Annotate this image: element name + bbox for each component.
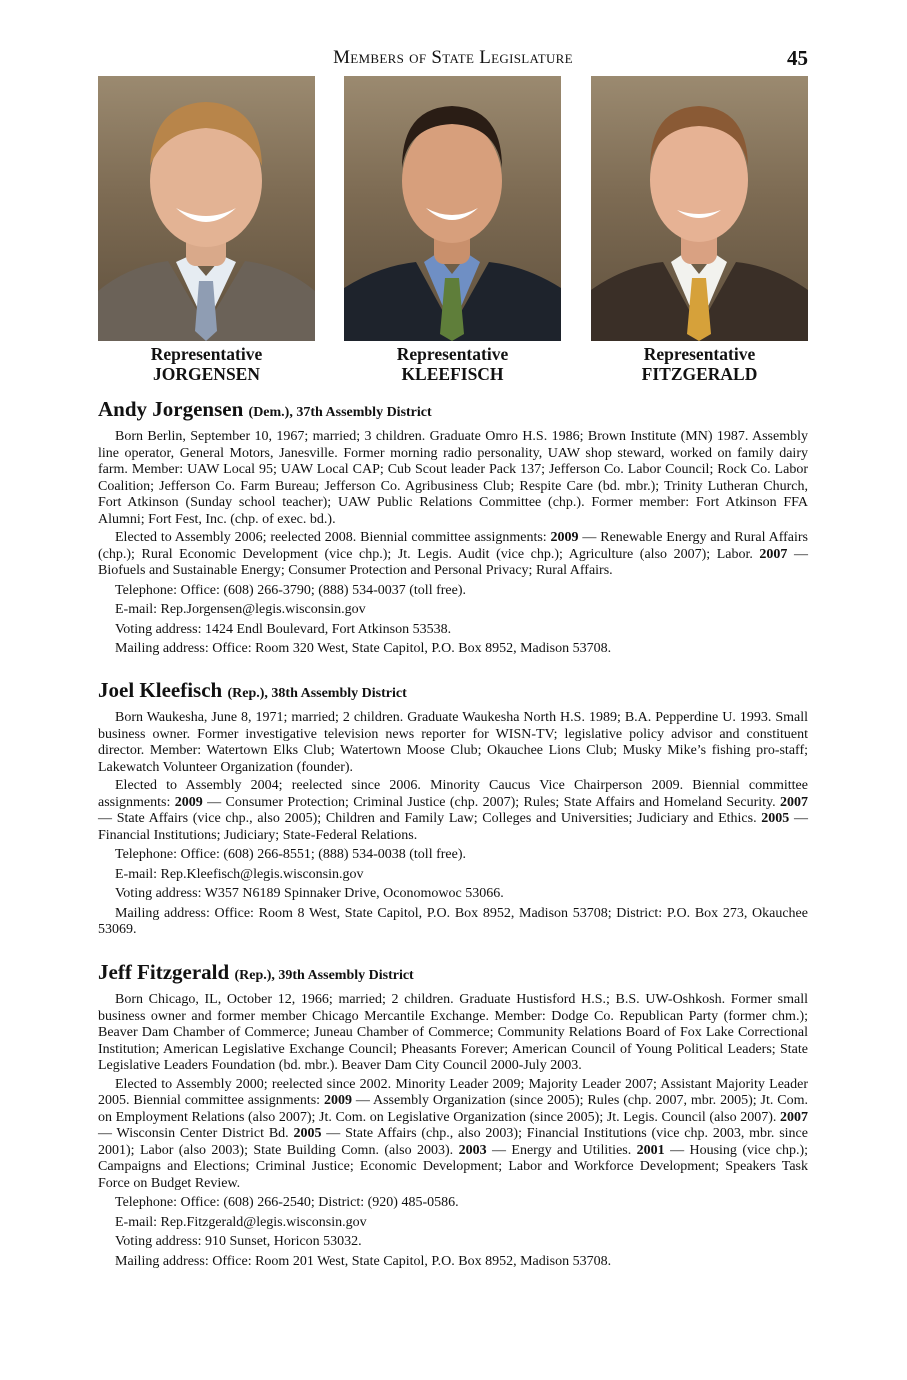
elected-text: — Housing (vice chp.); Campaigns and Elections; Criminal Justice; Economic Development; Labor and Workforce Development; Speakers Task Force on Budget Review. <box>98 1142 809 1191</box>
background-paragraph: Born Waukesha, June 8, 1971; married; 2 children. Graduate Waukesha North H.S. 1989; B.A. Pepperdine U. 1993. Small business owner. Former investigative television news reporter for WISN-TV; legislative policy advisor and constituent director. Member: Watertown Elks Club; Watertown Moose Club; Okauchee Lions Club; Musky Mike’s fishing pro-staff; Lakewatch Volunteer Organization (founder). <box>98 710 808 775</box>
portrait-illustration <box>591 76 808 341</box>
session-year: 2005 <box>293 1126 322 1141</box>
caption-title: Representative <box>396 344 509 364</box>
email-line: E-mail: Rep.Fitzgerald@legis.wisconsin.gov <box>115 1214 367 1230</box>
elected-text: — Renewable Energy and Rural Affairs (chp.); Rural Economic Development (vice chp.); Jt. Legis. Audit (vice chp.); Agriculture (also 2007); Labor. <box>98 530 808 562</box>
session-year: 2007 <box>759 546 788 562</box>
portrait-caption-jorgensen <box>98 344 315 384</box>
elected-paragraph <box>98 1077 808 1193</box>
member-name: Joel Kleefisch <box>98 678 223 702</box>
bio-heading <box>98 398 808 424</box>
portrait-card-fitzgerald <box>591 76 808 384</box>
session-year: 2003 <box>458 1142 487 1158</box>
session-year: 2005 <box>761 811 790 826</box>
caption-surname: JORGENSEN <box>153 364 260 384</box>
caption-title: Representative <box>150 344 263 364</box>
elected-text: — Energy and Utilities. <box>486 1142 637 1158</box>
voting-address-line: Voting address: 1424 Endl Boulevard, Fort Atkinson 53538. <box>115 621 452 637</box>
background-paragraph: Born Berlin, September 10, 1967; married; 3 children. Graduate Omro H.S. 1986; Brown Institute (MN) 1987. Assembly line operator, General Motors, Janesville. Former morning radio personality, UAW shop steward, worked on family dairy farm. Member: UAW Local 95; UAW Local CAP; Cub Scout leader Pack 137; Jefferson Co. Labor Council; Rock Co. Labor Coalition; Jefferson Co. Farm Bureau; Jefferson Co. Agribusiness Club; Respite Care (bd. mbr.); Trinity Lutheran Church, Fort Atkinson (Sunday school teacher); UAW Public Relations Committee (chp.). Former member: Fort Atkinson FFA Alumni; Fort Fest, Inc. (chp. of exec. bd.). <box>98 429 808 527</box>
bio-jorgensen <box>98 398 808 658</box>
member-name: Andy Jorgensen <box>98 397 244 421</box>
party-district: (Dem.), 37th Assembly District <box>248 405 432 420</box>
session-year: 2007 <box>780 794 808 810</box>
elected-text: — State Affairs (vice chp., also 2005); Children and Family Law; Colleges and Universities; Judiciary and Ethics. <box>98 811 762 826</box>
mailing-address-line: Mailing address: Office: Room 8 West, State Capitol, P.O. Box 8952, Madison 53708; District: P.O. Box 273, Okauchee 53069. <box>98 905 808 937</box>
portrait-caption-kleefisch <box>344 344 561 384</box>
email-line: E-mail: Rep.Jorgensen@legis.wisconsin.gov <box>115 602 366 617</box>
caption-surname: KLEEFISCH <box>401 364 504 384</box>
elected-text: — Biofuels and Sustainable Energy; Consumer Protection and Personal Privacy; Rural Affairs. <box>98 546 808 578</box>
elected-text: Elected to Assembly 2006; reelected 2008. Biennial committee assignments: <box>115 530 551 545</box>
portrait-caption-fitzgerald <box>591 344 808 384</box>
page-header <box>98 46 808 74</box>
party-district: (Rep.), 38th Assembly District <box>227 686 407 701</box>
party-district: (Rep.), 39th Assembly District <box>234 968 414 983</box>
elected-text: Elected to Assembly 2000; reelected since 2002. Minority Leader 2009; Majority Leader 2007; Assistant Majority Leader 2005. Biennial committee assignments: <box>98 1076 808 1108</box>
caption-surname: FITZGERALD <box>641 364 758 384</box>
caption-title: Representative <box>643 344 756 364</box>
session-year: 2009 <box>174 794 203 810</box>
session-year: 2009 <box>550 530 579 545</box>
portrait-illustration <box>98 76 315 341</box>
session-year: 2009 <box>323 1093 352 1108</box>
elected-text: — Financial Institutions; Judiciary; State-Federal Relations. <box>98 811 808 843</box>
portrait-card-kleefisch <box>344 76 561 384</box>
elected-paragraph <box>98 778 808 844</box>
portrait-row <box>98 76 808 386</box>
mailing-address-line: Mailing address: Office: Room 201 West, State Capitol, P.O. Box 8952, Madison 53708. <box>115 1253 612 1269</box>
telephone-line: Telephone: Office: (608) 266-3790; (888) 534-0037 (toll free). <box>115 582 466 598</box>
portrait-photo-fitzgerald <box>591 76 808 341</box>
voting-address-line: Voting address: 910 Sunset, Horicon 53032. <box>115 1234 362 1249</box>
elected-text: Elected to Assembly 2004; reelected since 2006. Minority Caucus Vice Chairperson 2009. Biennial committee assignments: <box>98 778 808 810</box>
portrait-illustration <box>344 76 561 341</box>
portrait-photo-jorgensen <box>98 76 315 341</box>
portrait-card-jorgensen <box>98 76 315 384</box>
elected-text: — Wisconsin Center District Bd. <box>98 1126 294 1141</box>
voting-address-line: Voting address: W357 N6189 Spinnaker Drive, Oconomowoc 53066. <box>115 886 504 901</box>
bio-kleefisch <box>98 679 808 939</box>
session-year: 2001 <box>636 1142 665 1158</box>
bio-fitzgerald <box>98 961 808 1270</box>
telephone-line: Telephone: Office: (608) 266-2540; District: (920) 485-0586. <box>115 1195 459 1210</box>
member-name: Jeff Fitzgerald <box>98 960 230 984</box>
page-number: 45 <box>787 46 808 70</box>
elected-paragraph <box>98 530 808 580</box>
bio-heading <box>98 679 808 705</box>
portrait-photo-kleefisch <box>344 76 561 341</box>
elected-text: — State Affairs (chp., also 2003); Financial Institutions (vice chp. 2003, mbr. since 2001); Labor (also 2003); State Building Comn. (also 2003). <box>98 1126 808 1158</box>
session-year: 2007 <box>780 1109 808 1125</box>
elected-text: — Assembly Organization (since 2005); Rules (chp. 2007, mbr. 2005); Jt. Com. on Employment Relations (also 2007); Jt. Com. on Legislative Organization (since 2005); Jt. Legis. Council (also 2007). <box>98 1093 808 1125</box>
elected-text: — Consumer Protection; Criminal Justice (chp. 2007); Rules; State Affairs and Homeland Security. <box>202 794 780 810</box>
running-title: Members of State Legislature <box>333 47 573 68</box>
email-line: E-mail: Rep.Kleefisch@legis.wisconsin.gov <box>115 866 364 882</box>
background-paragraph: Born Chicago, IL, October 12, 1966; married; 2 children. Graduate Hustisford H.S.; B.S. UW-Oshkosh. Former small business owner and former member Chicago Mercantile Exchange. Member: Dodge Co. Republican Party (former chm.); Beaver Dam Chamber of Commerce; Juneau Chamber of Commerce; Community Relations Board of Fox Lake Correctional Institution; American Legislative Exchange Council; Pheasants Forever; American Council of Young Political Leaders; State Legislative Leaders Foundation (bd. mbr.). Beaver Dam City Council 2000-July 2003. <box>98 992 808 1073</box>
telephone-line: Telephone: Office: (608) 266-8551; (888) 534-0038 (toll free). <box>115 847 466 862</box>
mailing-address-line: Mailing address: Office: Room 320 West, State Capitol, P.O. Box 8952, Madison 53708. <box>115 641 612 656</box>
bio-heading <box>98 961 808 987</box>
